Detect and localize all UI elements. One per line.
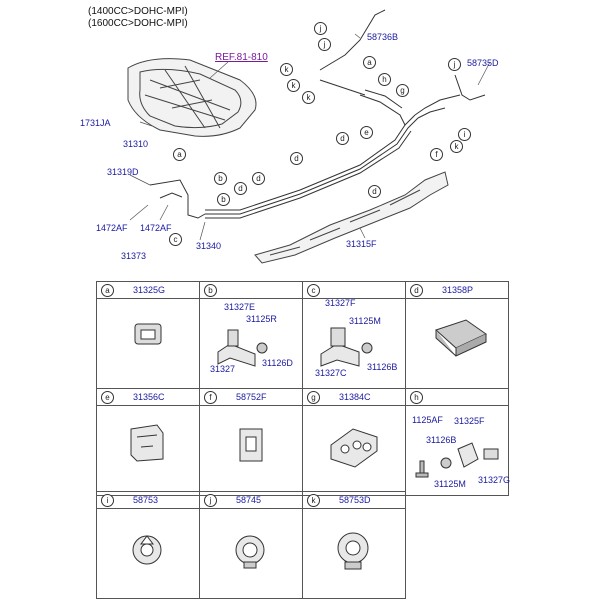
cell-part-label: 31327C: [315, 368, 347, 378]
cell-part-number: 58753D: [339, 495, 371, 505]
cell-part-number: 58753: [133, 495, 159, 505]
cell-part-label: 31327G: [478, 475, 511, 485]
part-label-31315F: 31315F: [346, 239, 377, 249]
part-illustration-j: [200, 492, 302, 598]
part-label-58735D: 58735D: [467, 58, 499, 68]
line-protector-illustration: [255, 172, 448, 263]
cell-part-label: 31126B: [426, 435, 457, 445]
cell-letter: j: [204, 494, 217, 507]
callout-b: b: [217, 193, 230, 206]
cell-part-label: 31327F: [325, 298, 356, 308]
part-label-1472AF-left: 1472AF: [96, 223, 128, 233]
callout-a: a: [363, 56, 376, 69]
part-label-31310: 31310: [123, 139, 149, 149]
callout-d: d: [234, 182, 247, 195]
cell-part-label: 31327E: [224, 302, 256, 312]
callout-c: c: [169, 233, 182, 246]
cell-part-label: 31325F: [454, 416, 485, 426]
callout-j: j: [318, 38, 331, 51]
callout-d: d: [252, 172, 265, 185]
part-illustration-i: [97, 492, 199, 598]
callout-b: b: [214, 172, 227, 185]
ref-label[interactable]: REF.81-810: [215, 52, 268, 63]
part-illustration-k: [303, 492, 405, 598]
cell-part-label: 31126B: [367, 362, 398, 372]
engine-spec-1600: (1600CC>DOHC-MPI): [88, 18, 188, 29]
part-label-58736B: 58736B: [367, 32, 399, 42]
callout-j: j: [448, 58, 461, 71]
part-label-1472AF-right: 1472AF: [140, 223, 172, 233]
part-label-31373: 31373: [121, 251, 147, 261]
part-cell-e: [96, 388, 200, 496]
cell-part-label: 31125M: [434, 479, 466, 489]
cell-letter: a: [101, 284, 114, 297]
cell-letter: e: [101, 391, 114, 404]
part-cell-h: [405, 388, 509, 496]
part-cell-d: [405, 281, 509, 389]
callout-g: g: [396, 84, 409, 97]
cell-part-number: 31356C: [133, 392, 165, 402]
part-label-31340: 31340: [196, 241, 222, 251]
cell-letter: b: [204, 284, 217, 297]
callout-e: e: [360, 126, 373, 139]
part-cell-j: [199, 491, 303, 599]
cell-part-label: 31327: [210, 364, 236, 374]
part-cell-a: [96, 281, 200, 389]
part-cell-c: [302, 281, 406, 389]
part-illustration-a: [97, 282, 199, 388]
callout-k: k: [450, 140, 463, 153]
cell-part-label: 1125AF: [412, 415, 443, 425]
cell-part-number: 31384C: [339, 392, 371, 402]
part-label-31319D: 31319D: [107, 167, 139, 177]
callout-f: f: [430, 148, 443, 161]
cell-part-label: 31125M: [349, 316, 381, 326]
cell-letter: k: [307, 494, 320, 507]
cell-part-label: 31126D: [262, 358, 293, 368]
part-cell-k: [302, 491, 406, 599]
callout-k: k: [280, 63, 293, 76]
part-cell-i: [96, 491, 200, 599]
cell-part-number: 31358P: [442, 285, 474, 295]
cell-letter: h: [410, 391, 423, 404]
callout-a: a: [173, 148, 186, 161]
cell-letter: g: [307, 391, 320, 404]
callout-h: h: [378, 73, 391, 86]
cell-part-label: 31125R: [246, 314, 277, 324]
part-cell-g: [302, 388, 406, 496]
callout-i: i: [458, 128, 471, 141]
fuel-line-diagram: [0, 0, 600, 280]
part-illustration-d: [406, 282, 508, 388]
part-illustration-e: [97, 389, 199, 495]
callout-j: j: [314, 22, 327, 35]
part-cell-f: [199, 388, 303, 496]
cell-letter: f: [204, 391, 217, 404]
cell-part-number: 58752F: [236, 392, 267, 402]
engine-spec-1400: (1400CC>DOHC-MPI): [88, 6, 188, 17]
cell-part-number: 31325G: [133, 285, 166, 295]
cell-part-number: 58745: [236, 495, 262, 505]
callout-k: k: [287, 79, 300, 92]
part-illustration-g: [303, 389, 405, 495]
part-illustration-f: [200, 389, 302, 495]
cell-letter: d: [410, 284, 423, 297]
cell-letter: c: [307, 284, 320, 297]
part-label-1731JA: 1731JA: [80, 118, 111, 128]
callout-k: k: [302, 91, 315, 104]
callout-d: d: [368, 185, 381, 198]
cell-letter: i: [101, 494, 114, 507]
callout-d: d: [290, 152, 303, 165]
callout-d: d: [336, 132, 349, 145]
part-cell-b: [199, 281, 303, 389]
